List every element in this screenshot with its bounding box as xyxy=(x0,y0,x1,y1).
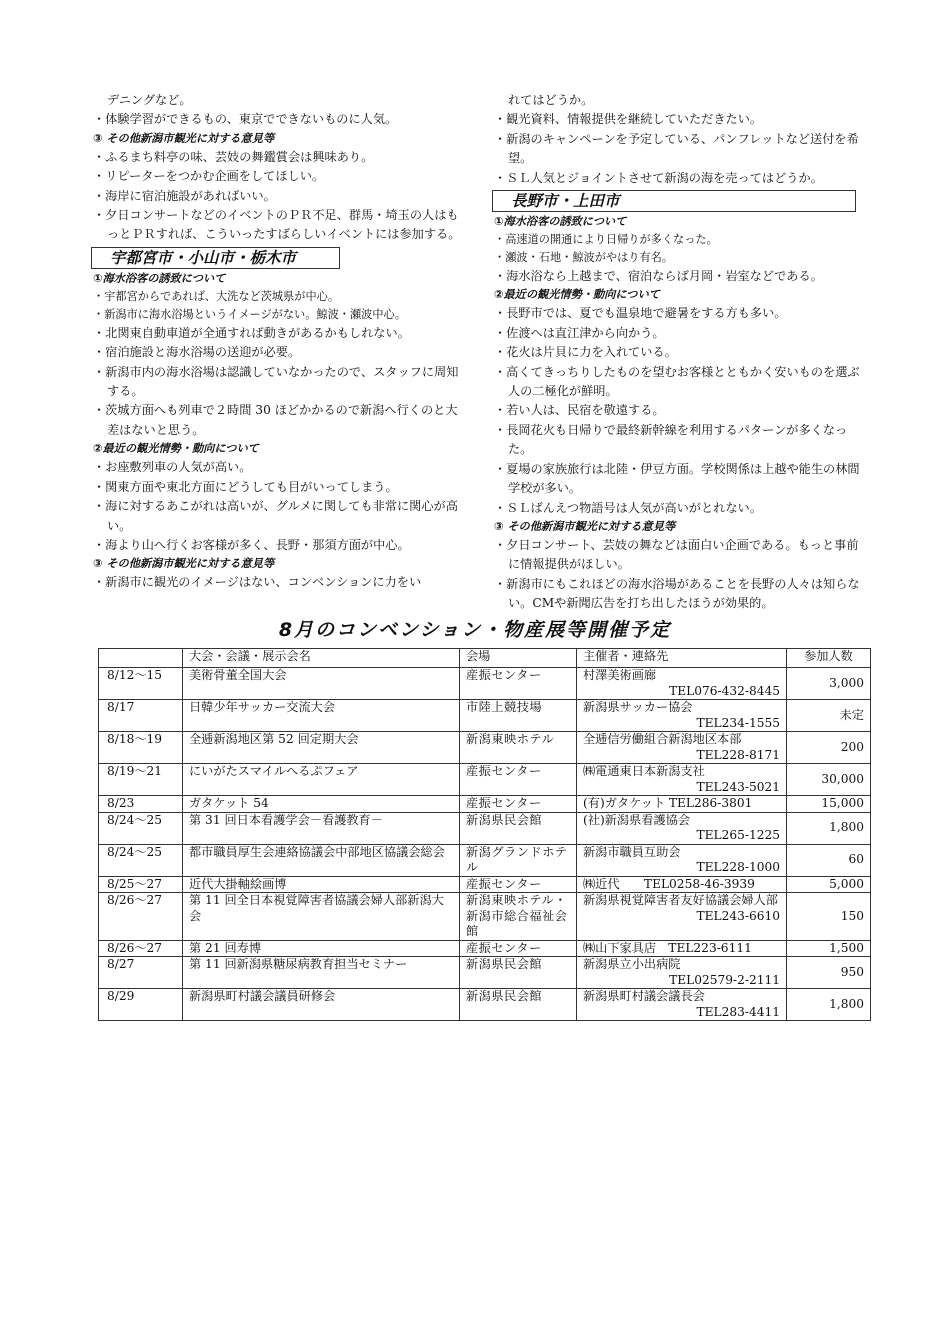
left-subheading-2: ②最近の観光情勢・動向について xyxy=(93,442,259,456)
attendance-cell: 60 xyxy=(787,844,871,876)
list-item: ・新潟市にもこれほどの海水浴場があることを長野の人々は知らない。CMや新聞広告を打ち出したほうが効果的。 xyxy=(494,576,860,611)
list-item: ・体験学習ができるもの、東京でできないものに人気。 xyxy=(93,112,398,127)
organizer-name: (有)ガタケット TEL286-3801 xyxy=(583,796,753,810)
event-cell: 都市職員厚生会連絡協議会中部地区協議会総会 xyxy=(183,844,460,876)
event-cell: 日韓少年サッカー交流大会 xyxy=(183,700,460,732)
table-body xyxy=(99,668,871,1021)
date-cell: 8/24～25 xyxy=(99,812,183,844)
table-row xyxy=(99,989,871,1021)
organizer-name: 新潟県立小出病院 xyxy=(583,957,681,971)
table-row xyxy=(99,893,871,941)
list-item: ・お座敷列車の人気が高い。 xyxy=(93,460,252,475)
organizer-cell xyxy=(577,989,787,1021)
organizer-tel: TEL265-1225 xyxy=(696,828,780,842)
list-item: ・佐渡へは直江津から向かう。 xyxy=(494,325,665,340)
organizer-tel: TEL228-1000 xyxy=(696,860,780,874)
organizer-cell xyxy=(577,732,787,764)
list-item: ・夕日コンサート、芸妓の舞などは面白い企画である。もっと事前に情報提供がほしい。 xyxy=(494,537,859,572)
table-row xyxy=(99,668,871,700)
organizer-name: (社)新潟県看護協会 xyxy=(583,812,691,827)
table-row xyxy=(99,844,871,876)
table-row xyxy=(99,940,871,957)
date-cell: 8/18～19 xyxy=(99,732,183,764)
table-row xyxy=(99,876,871,893)
table-row xyxy=(99,700,871,732)
venue-cell: 産振センター xyxy=(460,764,577,796)
list-item: ・ＳＬ人気とジョイントさせて新潟の海を売ってはどうか。 xyxy=(494,170,823,185)
section-title-utsunomiya: 宇都宮市・小山市・栃木市 xyxy=(91,247,340,269)
organizer-cell xyxy=(577,668,787,700)
table-header-cell: 会場 xyxy=(460,649,577,668)
list-item: ・宇都宮からであれば、大洗など茨城県が中心。 xyxy=(93,289,340,303)
attendance-cell: 3,000 xyxy=(787,668,871,700)
list-item: ・海に対するあこがれは高いが、グルメに関しても非常に関心が高い。 xyxy=(93,499,458,533)
attendance-cell: 150 xyxy=(787,893,871,941)
organizer-name: 新潟市職員互助会 xyxy=(583,844,681,859)
list-item: ・夕日コンサートなどのイベントのＰＲ不足、群馬・埼玉の人はもっとＰＲすれば、こういったすばらしいイベントには参加する。 xyxy=(93,208,461,242)
organizer-name: ㈱電通東日本新潟支社 xyxy=(583,764,705,778)
table-header-cell: 参加人数 xyxy=(787,649,871,668)
event-cell: 新潟県町村議会議員研修会 xyxy=(183,989,460,1021)
organizer-cell xyxy=(577,764,787,796)
left-intro xyxy=(93,91,468,130)
table-row xyxy=(99,957,871,989)
list-item: ・高くてきっちりしたものを望むお客様とともかく安いものを選ぶ人の二極化が鮮明。 xyxy=(494,364,860,399)
event-cell: ガタケット 54 xyxy=(183,796,460,813)
attendance-cell: 200 xyxy=(787,732,871,764)
attendance-cell: 1,500 xyxy=(787,940,871,957)
date-cell: 8/26～27 xyxy=(99,940,183,957)
list-item: ・花火は片貝に力を入れている。 xyxy=(494,345,677,360)
venue-cell: 産振センター xyxy=(460,796,577,813)
organizer-cell xyxy=(577,940,787,957)
list-item: ・新潟のキャンペーンを予定している、パンフレットなど送付を希望。 xyxy=(494,131,859,166)
event-cell: 第 11 回全日本視覚障害者協議会婦人部新潟大会 xyxy=(183,893,460,941)
organizer-name: 新潟県サッカー協会 xyxy=(583,700,693,714)
attendance-cell: 950 xyxy=(787,957,871,989)
table-row xyxy=(99,732,871,764)
attendance-cell: 5,000 xyxy=(787,876,871,893)
list-item: ・長岡花火も日帰りで最終新幹線を利用するパターンが多くなった。 xyxy=(494,422,848,457)
venue-cell: 新潟東映ホテル・新潟市総合福祉会館 xyxy=(460,893,577,941)
list-item: ・ふるまち料亭の味、芸妓の舞鑑賞会は興味あり。 xyxy=(93,149,374,164)
date-cell: 8/12～15 xyxy=(99,668,183,700)
venue-cell: 新潟県民会館 xyxy=(460,989,577,1021)
venue-cell: 産振センター xyxy=(460,668,577,700)
date-cell: 8/27 xyxy=(99,957,183,989)
organizer-cell xyxy=(577,812,787,844)
event-cell: 近代大掛軸絵画博 xyxy=(183,876,460,893)
left-sub2-list xyxy=(93,458,468,555)
right-sub1-list-b xyxy=(494,267,866,286)
left-intro-subheading: ③ その他新潟市観光に対する意見等 xyxy=(93,131,275,145)
left-subheading-3: ③ その他新潟市観光に対する意見等 xyxy=(93,557,275,571)
table-row xyxy=(99,812,871,844)
table-row xyxy=(99,764,871,796)
section-title-nagano: 長野市・上田市 xyxy=(492,190,856,212)
event-cell: 全逓新潟地区第 52 回定期大会 xyxy=(183,732,460,764)
list-item: ・茨城方面へも列車で２時間 30 ほどかかるので新潟へ行くのと大差はないと思う。 xyxy=(93,403,458,437)
table-row xyxy=(99,796,871,813)
organizer-tel: TEL228-8171 xyxy=(696,747,780,762)
right-column xyxy=(494,91,866,614)
right-sub2-list xyxy=(494,304,866,517)
event-cell: にいがたスマイルへるぷフェア xyxy=(183,764,460,796)
table-header-cell: 大会・会議・展示会名 xyxy=(183,649,460,668)
organizer-cell xyxy=(577,796,787,813)
organizer-cell xyxy=(577,844,787,876)
table-header-row xyxy=(99,649,871,668)
venue-cell: 新潟東映ホテル xyxy=(460,732,577,764)
organizer-name: ㈱山下家具店 TEL223-6111 xyxy=(583,940,752,955)
date-cell: 8/17 xyxy=(99,700,183,732)
right-intro-continuation: れてはどうか。 xyxy=(508,93,594,107)
left-subheading-1: ①海水浴客の誘致について xyxy=(93,271,226,285)
attendance-cell: 未定 xyxy=(787,700,871,732)
list-item: ・北関東自動車道が全通すれば動きがあるかもしれない。 xyxy=(93,325,410,340)
list-item: ・海水浴なら上越まで、宿泊ならば月岡・岩室などである。 xyxy=(494,269,823,284)
organizer-name: 新潟県視覚障害者友好協議会婦人部 xyxy=(583,893,778,907)
organizer-tel: TEL076-432-8445 xyxy=(669,683,780,698)
list-item: ・海より山へ行くお客様が多く、長野・那須方面が中心。 xyxy=(93,537,410,552)
organizer-name: 村澤美術画廊 xyxy=(583,668,657,682)
left-sub3-list xyxy=(93,573,468,592)
organizer-tel: TEL283-4411 xyxy=(696,1004,780,1019)
list-item: ・新潟市に海水浴場というイメージがない。鯨波・瀬波中心。 xyxy=(93,307,406,321)
table-header-cell xyxy=(99,649,183,668)
right-subheading-1: ①海水浴客の誘致について xyxy=(494,215,627,229)
organizer-tel: TEL243-5021 xyxy=(696,779,780,794)
event-cell: 第 21 回寿博 xyxy=(183,940,460,957)
list-item: ・新潟市に観光のイメージはない、コンベンションに力をい xyxy=(93,575,422,590)
date-cell: 8/25～27 xyxy=(99,876,183,893)
organizer-cell xyxy=(577,700,787,732)
schedule-table xyxy=(98,648,871,1021)
attendance-cell: 30,000 xyxy=(787,764,871,796)
left-intro-opinions xyxy=(93,148,468,245)
left-sub1-list-b xyxy=(93,324,468,440)
schedule-title: 8月のコンベンション・物産展等開催予定 xyxy=(278,619,672,641)
venue-cell: 産振センター xyxy=(460,940,577,957)
list-item: ・夏場の家族旅行は北陸・伊豆方面。学校関係は上越や能生の林間学校が多い。 xyxy=(494,461,860,496)
organizer-tel: TEL243-6610 xyxy=(696,908,780,923)
list-item: ・宿泊施設と海水浴場の送迎が必要。 xyxy=(93,345,301,360)
list-item: ・関東方面や東北方面にどうしても目がいってしまう。 xyxy=(93,479,398,494)
venue-cell: 新潟県民会館 xyxy=(460,957,577,989)
list-item: ・観光資料、情報提供を継続していただきたい。 xyxy=(494,112,763,127)
left-column xyxy=(93,91,468,593)
venue-cell: 市陸上競技場 xyxy=(460,700,577,732)
right-intro-list xyxy=(494,110,866,188)
organizer-tel: TEL234-1555 xyxy=(696,715,780,730)
list-item: ・新潟市内の海水浴場は認識していなかったので、スタッフに周知する。 xyxy=(93,364,459,399)
left-sub1-list xyxy=(93,288,468,324)
list-item: ・高速道の開通により日帰りが多くなった。 xyxy=(494,233,718,247)
venue-cell: 産振センター xyxy=(460,876,577,893)
date-cell: 8/23 xyxy=(99,796,183,813)
attendance-cell: 1,800 xyxy=(787,989,871,1021)
date-cell: 8/29 xyxy=(99,989,183,1021)
venue-cell: 新潟グランドホテル xyxy=(460,844,577,876)
event-cell: 美術骨董全国大会 xyxy=(183,668,460,700)
list-item: ・長野市では、夏でも温泉地で避暑をする方も多い。 xyxy=(494,306,787,321)
right-subheading-3: ③ その他新潟市観光に対する意見等 xyxy=(494,519,676,533)
attendance-cell: 15,000 xyxy=(787,796,871,813)
venue-cell: 新潟県民会館 xyxy=(460,812,577,844)
right-subheading-2: ②最近の観光情勢・動向について xyxy=(494,288,660,302)
list-item: ・瀬波・石地・鯨波がやはり有名。 xyxy=(494,251,674,265)
organizer-cell xyxy=(577,876,787,893)
organizer-cell xyxy=(577,957,787,989)
right-sub3-list xyxy=(494,536,866,614)
table-header-cell: 主催者・連絡先 xyxy=(577,649,787,668)
organizer-name: ㈱近代 TEL0258-46-3939 xyxy=(583,876,755,891)
list-item: ・海岸に宿泊施設があればいい。 xyxy=(93,188,276,203)
list-item: ・若い人は、民宿を敬遠する。 xyxy=(494,403,665,418)
date-cell: 8/19～21 xyxy=(99,764,183,796)
organizer-name: 全逓信労働組合新潟地区本部 xyxy=(583,732,742,746)
organizer-cell xyxy=(577,893,787,941)
date-cell: 8/24～25 xyxy=(99,844,183,876)
date-cell: 8/26～27 xyxy=(99,893,183,941)
continuation-line: デニングなど。 xyxy=(107,93,192,107)
event-cell: 第 11 回新潟県糖尿病教育担当セミナー xyxy=(183,957,460,989)
organizer-tel: TEL02579-2-2111 xyxy=(669,972,780,987)
event-cell: 第 31 回日本看護学会－看護教育－ xyxy=(183,812,460,844)
list-item: ・リピーターをつかむ企画をしてほしい。 xyxy=(93,169,325,184)
attendance-cell: 1,800 xyxy=(787,812,871,844)
organizer-name: 新潟県町村議会議長会 xyxy=(583,989,705,1003)
right-sub1-list xyxy=(494,231,866,267)
list-item: ・ＳＬばんえつ物語号は人気が高いがとれない。 xyxy=(494,500,762,515)
